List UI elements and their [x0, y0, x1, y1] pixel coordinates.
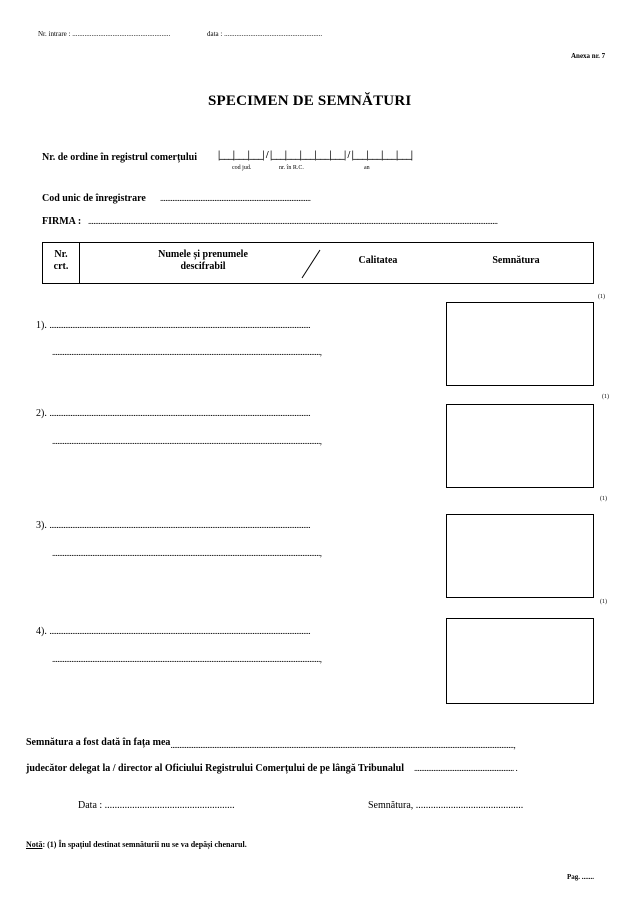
- entry-3-line-1: [36, 520, 310, 531]
- entry-number: 1).: [36, 320, 50, 331]
- official-role-label: judecător delegat la / director al Oficiului Registrului Comerțului de pe lângă Tribunalul: [26, 763, 404, 774]
- signature-box-2[interactable]: [446, 404, 594, 488]
- date-field: Data : ....................................................: [78, 800, 235, 811]
- given-before-dots: ....................................................................................................................................................................................................,: [170, 740, 516, 750]
- entry-number: 4).: [36, 626, 50, 637]
- signature-box-4[interactable]: [446, 618, 594, 704]
- col-number-header: [43, 249, 79, 273]
- given-before-line-2: [26, 758, 517, 776]
- registry-code-boxes: |___|___|___| / |___|___|___|___|___| / |___|___|___|___|: [218, 150, 413, 161]
- column-divider: [79, 243, 80, 283]
- entry-date-field: data : ........................................................: [207, 30, 323, 38]
- table-header: [42, 242, 594, 284]
- entry-dots: .....................................................................................................................................................: [49, 320, 311, 330]
- col-name-line2: descifrabil: [180, 261, 226, 272]
- col-number-line1: Nr.: [54, 249, 68, 260]
- entry-4-line-2: .........................................................................................................................................................,: [52, 654, 322, 664]
- firm-label: FIRMA :: [42, 216, 82, 227]
- page-number: Pag. .......: [567, 873, 595, 881]
- cui-dots: ......................................................................................: [160, 193, 311, 203]
- footnote-marker: (1): [598, 294, 605, 300]
- entry-1-line-1: [36, 320, 310, 331]
- annex-label: Anexa nr. 7: [571, 52, 606, 60]
- footnote: [26, 840, 247, 849]
- signature-box-3[interactable]: [446, 514, 594, 598]
- entry-number: 3).: [36, 520, 50, 531]
- entry-3-line-2: .........................................................................................................................................................,: [52, 548, 322, 558]
- cui-label: Cod unic de înregistrare: [42, 193, 146, 204]
- note-label: Notă: [26, 840, 43, 849]
- given-before-line-1: [26, 732, 582, 750]
- page-title: SPECIMEN DE SEMNĂTURI: [208, 93, 412, 109]
- col-capacity-header: Calitatea: [358, 255, 398, 266]
- col-number-line2: crt.: [53, 261, 69, 272]
- col-signature-header: Semnătura: [492, 255, 540, 266]
- entry-number: 2).: [36, 408, 50, 419]
- entry-number-field: Nr. intrare : ........................................................: [38, 30, 171, 38]
- registry-label: Nr. de ordine în registrul comerțului: [42, 152, 197, 163]
- col-name-line1: Numele și prenumele: [158, 249, 248, 260]
- signature-field: Semnătura, ...........................................: [368, 800, 524, 811]
- year-caption: an: [364, 165, 370, 171]
- note-text: : (1) În spațiul destinat semnăturii nu se va depăși chenarul.: [42, 840, 247, 849]
- county-code-caption: cod jud.: [232, 165, 252, 171]
- entry-2-line-1: [36, 408, 310, 419]
- footnote-marker: (1): [600, 599, 607, 605]
- entry-dots: .....................................................................................................................................................: [49, 408, 311, 418]
- entry-2-line-2: .........................................................................................................................................................,: [52, 436, 322, 446]
- entry-dots: .....................................................................................................................................................: [49, 626, 311, 636]
- entry-4-line-1: [36, 626, 310, 637]
- entry-dots: .....................................................................................................................................................: [49, 520, 311, 530]
- entry-1-line-2: .........................................................................................................................................................,: [52, 347, 322, 357]
- rc-number-caption: nr. în R.C.: [279, 165, 304, 171]
- signature-box-1[interactable]: [446, 302, 594, 386]
- footnote-marker: (1): [602, 394, 609, 400]
- tribunal-dots: ......................................................... .: [413, 763, 518, 773]
- column-slash-divider: [300, 249, 322, 279]
- firm-dots: ..........................................................................................................................................................................................................................................: [88, 216, 498, 226]
- col-name-header: [123, 249, 283, 273]
- footnote-marker: (1): [600, 496, 607, 502]
- given-before-label: Semnătura a fost dată în fața mea: [26, 737, 171, 748]
